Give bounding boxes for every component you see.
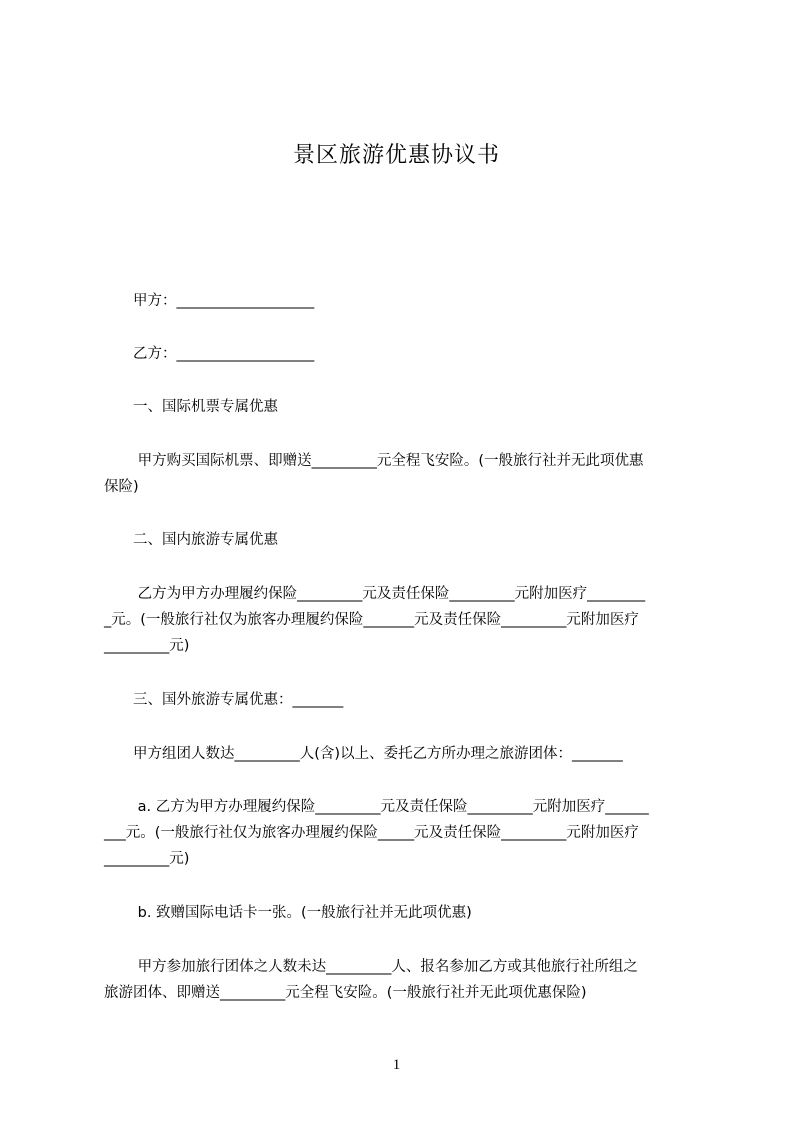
closing-paragraph-line-1: 甲方参加旅行团体之人数未达_________人、报名参加乙方或其他旅行社所组之: [104, 959, 638, 975]
section-2-text-line-2: _元。(一般旅行社仅为旅客办理履约保险_______元及责任保险_________元附加医疗: [104, 612, 639, 628]
closing-paragraph-line-2: 旅游团体、即赠送_________元全程飞安险。(一般旅行社并无此项优惠保险): [104, 985, 587, 1001]
section-1-text-line-2: 保险): [104, 479, 139, 495]
section-3-heading: 三、国外旅游专属优惠：_______: [104, 692, 344, 708]
section-2-text-line-1: 乙方为甲方办理履约保险_________元及责任保险_________元附加医疗________: [104, 586, 646, 602]
section-3-item-a-line-3: _________元): [104, 851, 190, 867]
section-3-item-a-line-1: a. 乙方为甲方办理履约保险_________元及责任保险_________元附加医疗______: [104, 799, 649, 815]
page-number: 1: [392, 1057, 401, 1073]
section-3-item-b-line: b. 致赠国际电话卡一张。(一般旅行社并无此项优惠): [104, 905, 472, 921]
section-1-text-line-1: 甲方购买国际机票、即赠送_________元全程飞安险。(一般旅行社并无此项优惠: [104, 453, 644, 469]
section-2-text-line-3: _________元): [104, 638, 190, 654]
section-2-heading: 二、国内旅游专属优惠: [104, 532, 278, 548]
section-3-group-line: 甲方组团人数达_________人(含)以上、委托乙方所办理之旅游团体：_______: [104, 746, 623, 762]
party-b-line: 乙方：___________________: [104, 346, 315, 362]
section-3-item-a-line-2: ___元。(一般旅行社仅为旅客办理履约保险_____元及责任保险_________元附加医疗: [104, 825, 639, 841]
section-1-heading: 一、国际机票专属优惠: [104, 399, 278, 415]
document-title: 景区旅游优惠协议书: [292, 143, 500, 168]
party-a-line: 甲方：___________________: [104, 293, 315, 309]
